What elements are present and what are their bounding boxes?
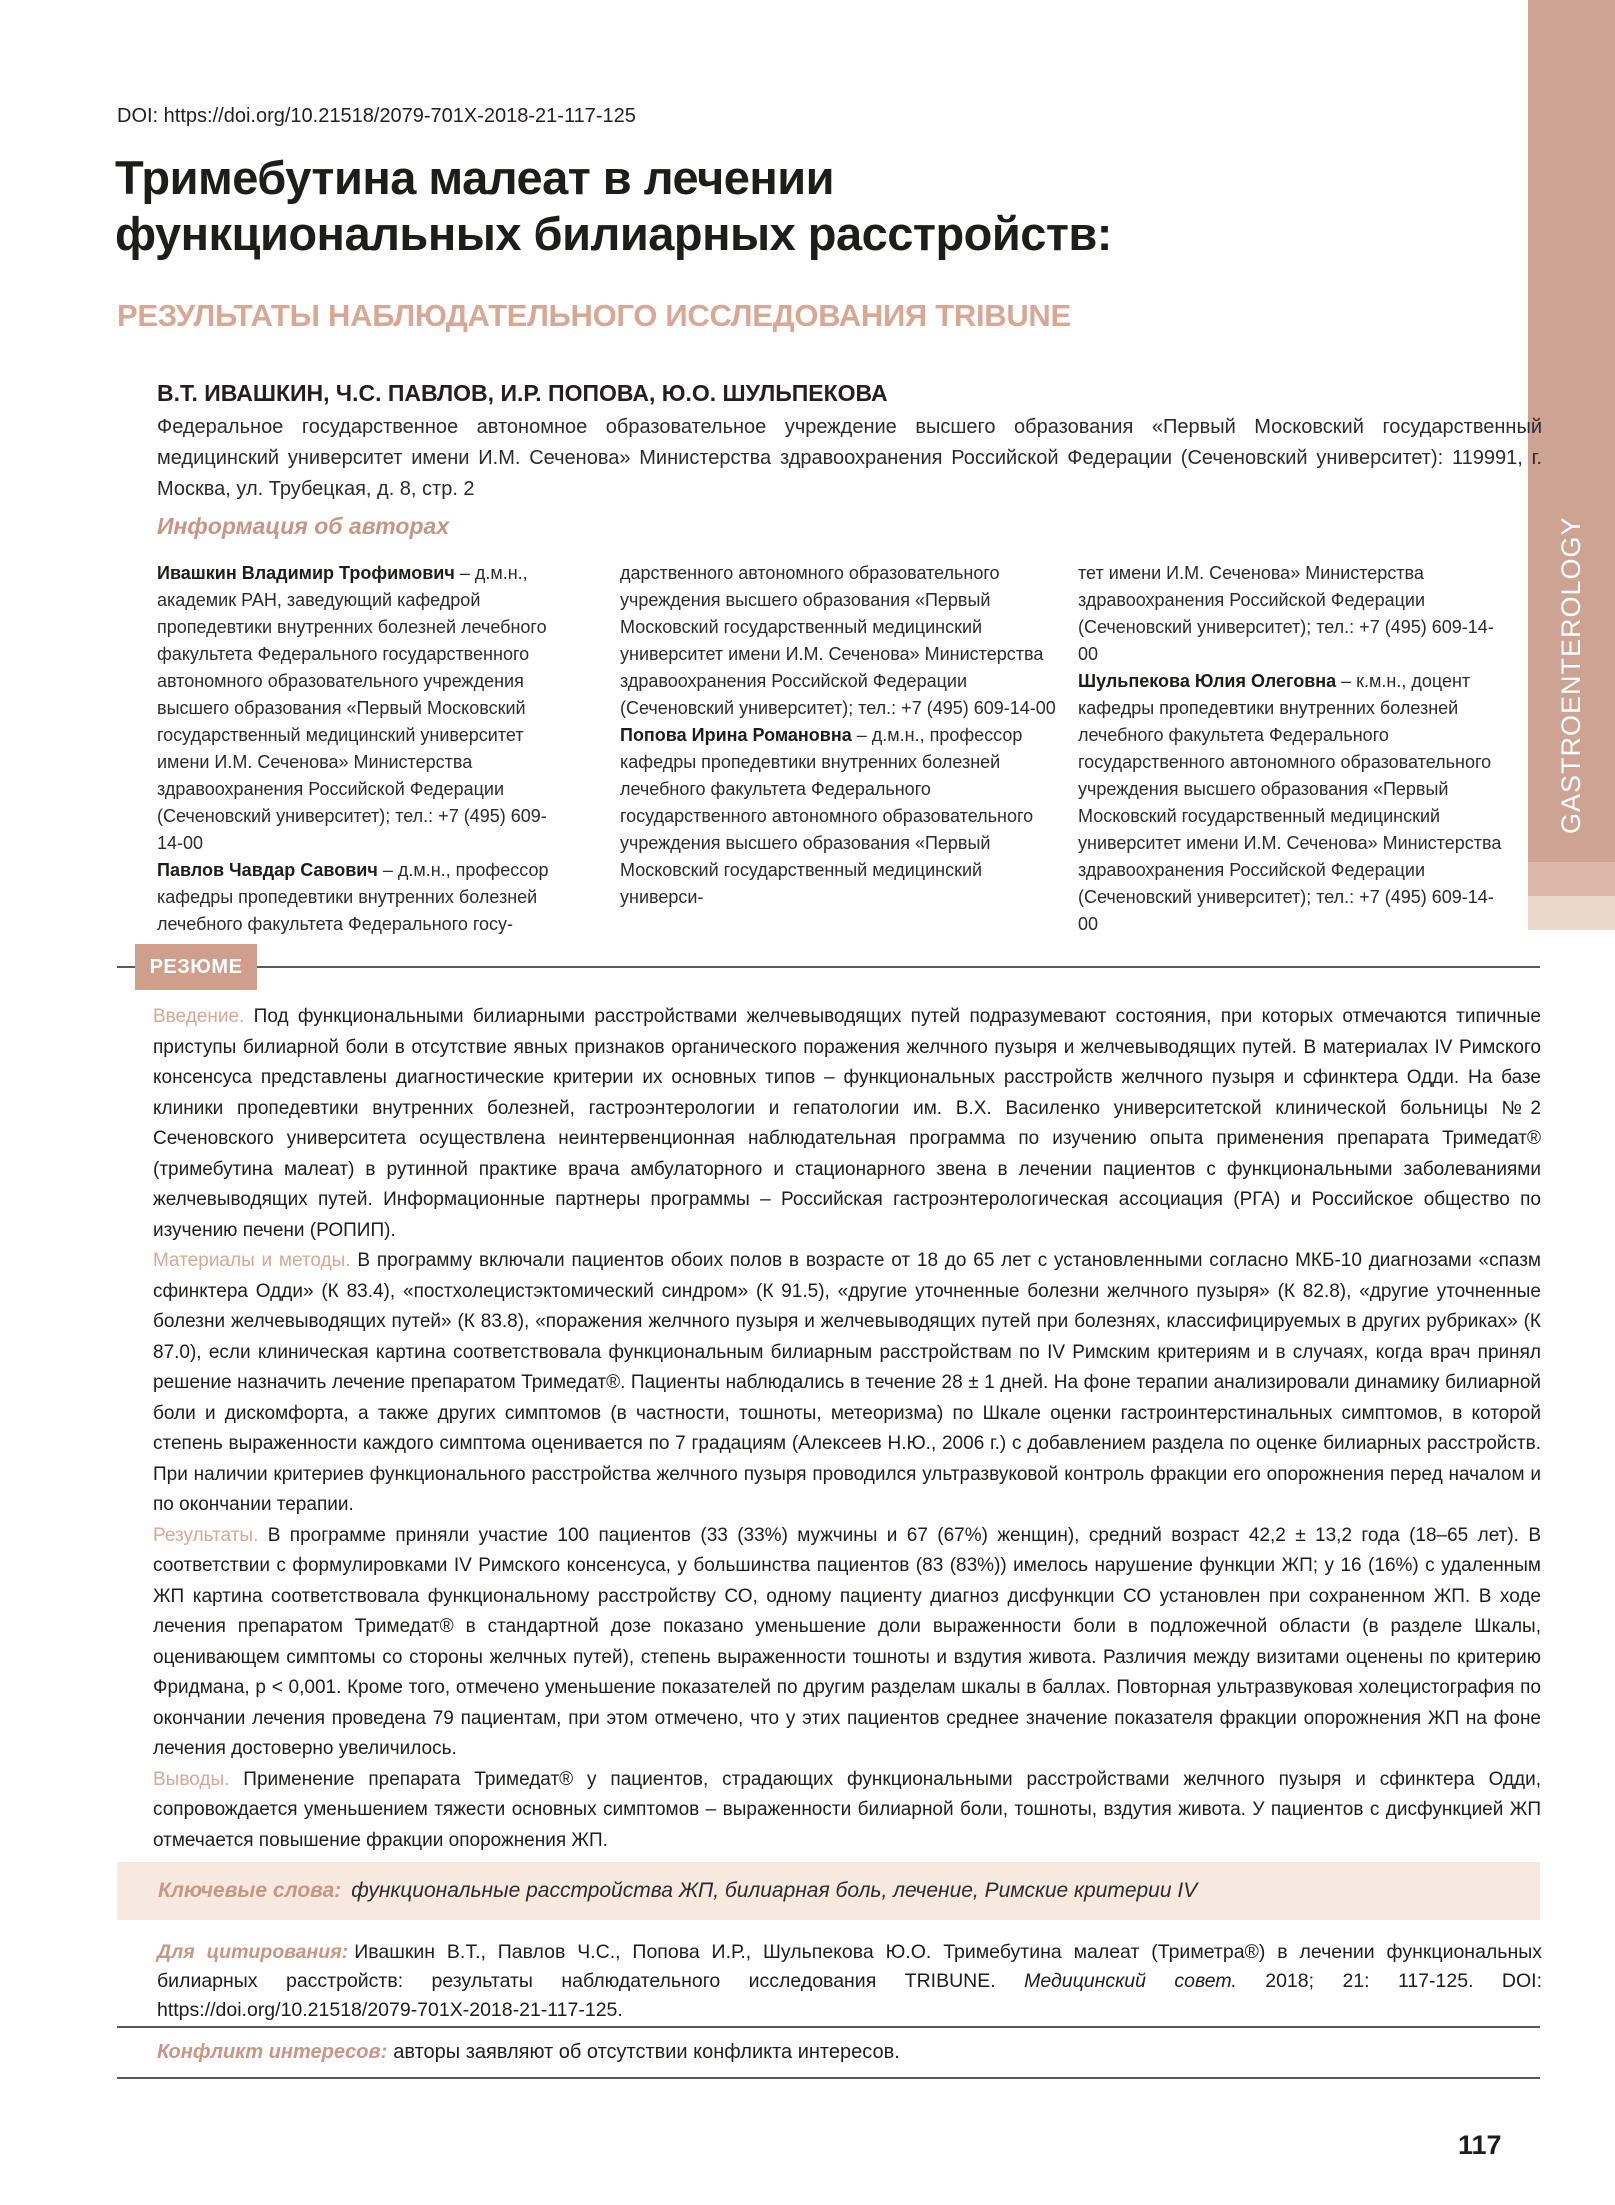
keywords-text: функциональные расстройства ЖП, билиарная боль, лечение, Римские критерии IV xyxy=(351,1879,1198,1902)
authors-line: В.Т. ИВАШКИН, Ч.С. ПАВЛОВ, И.Р. ПОПОВА, Ю.О. ШУЛЬПЕКОВА xyxy=(157,380,888,406)
resume-divider xyxy=(117,966,1540,968)
abstract-materials-methods xyxy=(153,1246,1541,1521)
keywords-box xyxy=(117,1862,1540,1920)
affiliation-text: Федеральное государственное автономное образовательное учреждение высшего образования «Первый Московский государственный медицинский университет имени И.М. Сеченова» Министерства здравоохранения Российской Федерации (Сеченовский университет): 119991, г. Москва, ул. Трубецкая, д. 8, стр. 2 xyxy=(157,416,1542,500)
conflict-of-interest xyxy=(157,2041,1542,2064)
abstract-results xyxy=(153,1521,1541,1765)
article-subtitle: РЕЗУЛЬТАТЫ НАБЛЮДАТЕЛЬНОГО ИССЛЕДОВАНИЯ TRIBUNE xyxy=(117,298,1071,333)
resume-badge-label: РЕЗЮМЕ xyxy=(149,955,243,978)
sidebar-band-lighter xyxy=(1528,896,1615,930)
abstract-introduction xyxy=(153,1002,1541,1246)
keywords-label: Ключевые слова: xyxy=(158,1879,342,1902)
citation-block xyxy=(157,1938,1542,2025)
doi-line: DOI: https://doi.org/10.21518/2079-701X-2018-21-117-125 xyxy=(117,105,636,127)
abstract xyxy=(153,1002,1541,1856)
citation-text-tail: 2018; 21: 117-125. DOI: https://doi.org/10.21518/2079-701X-2018-21-117-125. xyxy=(157,1970,1543,2021)
citation-journal: Медицинский совет. xyxy=(1024,1970,1237,1992)
conflict-text: авторы заявляют об отсутствии конфликта интересов. xyxy=(393,2041,900,2063)
author-details: – д.м.н., академик РАН, заведующий кафедрой пропедевтики внутренних болезней лечебного факультета Федерального государственного автономного образовательного учреждения высшего образования «Первый Московский государственный медицинский университет имени И.М. Сеченова» Министерства здравоохранения Российской Федерации (Сеченовский университет); тел.: +7 (495) 609-14-00 xyxy=(157,563,547,853)
abstract-section-label: Введение. xyxy=(153,1006,245,1027)
author-details: – д.м.н., профессор кафедры пропедевтики внутренних болезней лечебного факультета Федерального государственного автономного образовательного учреждения высшего образования «Первый Московский государственный медицинский универси- xyxy=(620,725,1034,907)
author-details: тет имени И.М. Сеченова» Министерства здравоохранения Российской Федерации (Сеченовский университет); тел.: +7 (495) 609-14-00 xyxy=(1078,563,1494,664)
abstract-section-label: Материалы и методы. xyxy=(153,1250,351,1271)
abstract-section-text: В программу включали пациентов обоих полов в возрасте от 18 до 65 лет с установленными согласно МКБ-10 диагнозами «спазм сфинктера Одди» (К 83.4), «постхолецистэктомический синдром» (К 91.5), «другие уточненные болезни желчного пузыря» (К 82.8), «другие уточненные болезни желчевыводящих путей» (К 83.8), «поражения желчного пузыря и желчевыводящих путей при болезнях, классифицируемых в других рубриках» (К 87.0), если клиническая картина соответствовала функциональным билиарным расстройствам по IV Римским критериям и в случаях, когда врач принял решение назначить лечение препаратом Тримедат®. Пациенты наблюдались в течение 28 ± 1 дней. На фоне терапии анализировали динамику билиарной боли и дискомфорта, а также других симптомов (в частности, тошноты, метеоризма) по Шкале оценки гастроинтерстинальных симптомов, в которой степень выраженности каждого симптома оценивается по 7 градациям (Алексеев Н.Ю., 2006 г.) с добавлением раздела по оценке билиарных расстройств. При наличии критериев функционального расстройства желчного пузыря проводился ультразвуковой контроль фракции его опорожнения перед началом и по окончании терапии. xyxy=(153,1250,1541,1515)
resume-badge xyxy=(135,944,257,990)
article-title-line1: Тримебутина малеат в лечении xyxy=(115,151,835,204)
author-entry xyxy=(620,560,1062,722)
abstract-section-label: Выводы. xyxy=(153,1768,230,1790)
author-name: Шульпекова Юлия Олеговна xyxy=(1078,671,1337,691)
abstract-section-text: Под функциональными билиарными расстройствами желчевыводящих путей подразумевают состояния, при которых отмечаются типичные приступы билиарной боли в отсутствие явных признаков органического поражения желчного пузыря и желчевыводящих путей. В материалах IV Римского консенсуса представлены диагностические критерии их основных типов – функциональных расстройств желчного пузыря и сфинктера Одди. На базе клиники пропедевтики внутренних болезней, гастроэнтерологии и гепатологии им. В.Х. Василенко университетской клинической больницы №2 Сеченовского университета осуществлена неинтервенционная наблюдательная программа по изучению опыта применения препарата Тримедат® (тримебутина малеат) в рутинной практике врача амбулаторного и стационарного звена в лечении пациентов с функциональными заболеваниями желчевыводящих путей. Информационные партнеры программы – Российская гастроэнтерологическая ассоциация (РГА) и Российское общество по изучению печени (РОПИП). xyxy=(153,1006,1541,1241)
authors-info-column-3 xyxy=(1078,560,1506,938)
author-details: дарственного автономного образовательного учреждения высшего образования «Первый Московский государственный медицинский университет имени И.М. Сеченова» Министерства здравоохранения Российской Федерации (Сеченовский университет); тел.: +7 (495) 609-14-00 xyxy=(620,563,1056,718)
abstract-section-text: В программе приняли участие 100 пациентов (33 (33%) мужчины и 67 (67%) женщин), средний возраст 42,2 ± 13,2 года (18–65 лет). В соответствии с формулировками IV Римского консенсуса, у большинства пациентов (83 (83%)) имелось нарушение функции ЖП; у 16 (16%) с удаленным ЖП картина соответствовала функциональному расстройству СО, одному пациенту диагноз дисфункции СО установлен при сохраненном ЖП. В ходе лечения препаратом Тримедат® в стандартной дозе показано уменьшение доли выраженности боли в подложечной области (в разделе Шкалы, оценивающем симптомы со стороны желчных путей), степень выраженности тошноты и вздутия живота. Различия между визитами оценены по критерию Фридмана, p < 0,001. Кроме того, отмечено уменьшение показателей по другим разделам шкалы в баллах. Повторная ультразвуковая холецистография по окончании лечения проведена 79 пациентам, при этом отмечено, что у этих пациентов среднее значение показателя фракции опорожнения ЖП на фоне лечения достоверно увеличилось. xyxy=(153,1524,1541,1759)
author-entry xyxy=(620,722,1062,911)
abstract-conclusions xyxy=(153,1765,1541,1857)
sidebar-band-light xyxy=(1528,862,1615,896)
section-label: GASTROENTEROLOGY xyxy=(1556,516,1586,834)
author-details: – д.м.н., профессор кафедры пропедевтики внутренних болезней лечебного факультета Федерального госу- xyxy=(157,860,549,934)
authors-info-column-1 xyxy=(157,560,559,938)
abstract-section-text: Применение препарата Тримедат® у пациентов, страдающих функциональными расстройствами желчного пузыря и сфинктера Одди, сопровождается уменьшением тяжести основных симптомов – выраженности билиарной боли, тошноты, вздутия живота. У пациентов с дисфункцией ЖП отмечается повышение фракции опорожнения ЖП. xyxy=(153,1768,1542,1851)
abstract-section-label: Результаты. xyxy=(153,1524,259,1546)
page-number: 117 xyxy=(1458,2130,1502,2160)
author-entry xyxy=(157,857,559,938)
divider-bottom xyxy=(117,2077,1540,2079)
divider-top xyxy=(117,2026,1540,2028)
conflict-label: Конфликт интересов: xyxy=(157,2041,388,2063)
author-entry xyxy=(157,560,559,857)
author-entry xyxy=(1078,668,1506,938)
article-title xyxy=(115,150,1495,262)
citation-text: Ивашкин В.Т., Павлов Ч.С., Попова И.Р., Шульпекова Ю.О. Тримебутина малеат (Триметра®) в лечении функциональных билиарных расстройств: результаты наблюдательного исследования TRIBUNE. xyxy=(157,1941,1542,1992)
authors-info-heading: Информация об авторах xyxy=(157,513,450,539)
article-title-line2: функциональных билиарных расстройств: xyxy=(115,207,1112,260)
citation-label: Для цитирования: xyxy=(157,1941,349,1963)
authors-info-column-2 xyxy=(620,560,1062,911)
author-name: Попова Ирина Романовна xyxy=(620,725,852,745)
author-name: Павлов Чавдар Савович xyxy=(157,860,378,880)
author-entry xyxy=(1078,560,1506,668)
author-details: – к.м.н., доцент кафедры пропедевтики внутренних болезней лечебного факультета Федерального государственного автономного образовательного учреждения высшего образования «Первый Московский государственный медицинский университет имени И.М. Сеченова» Министерства здравоохранения Российской Федерации (Сеченовский университет); тел.: +7 (495) 609-14-00 xyxy=(1078,671,1502,934)
author-name: Ивашкин Владимир Трофимович xyxy=(157,563,455,583)
